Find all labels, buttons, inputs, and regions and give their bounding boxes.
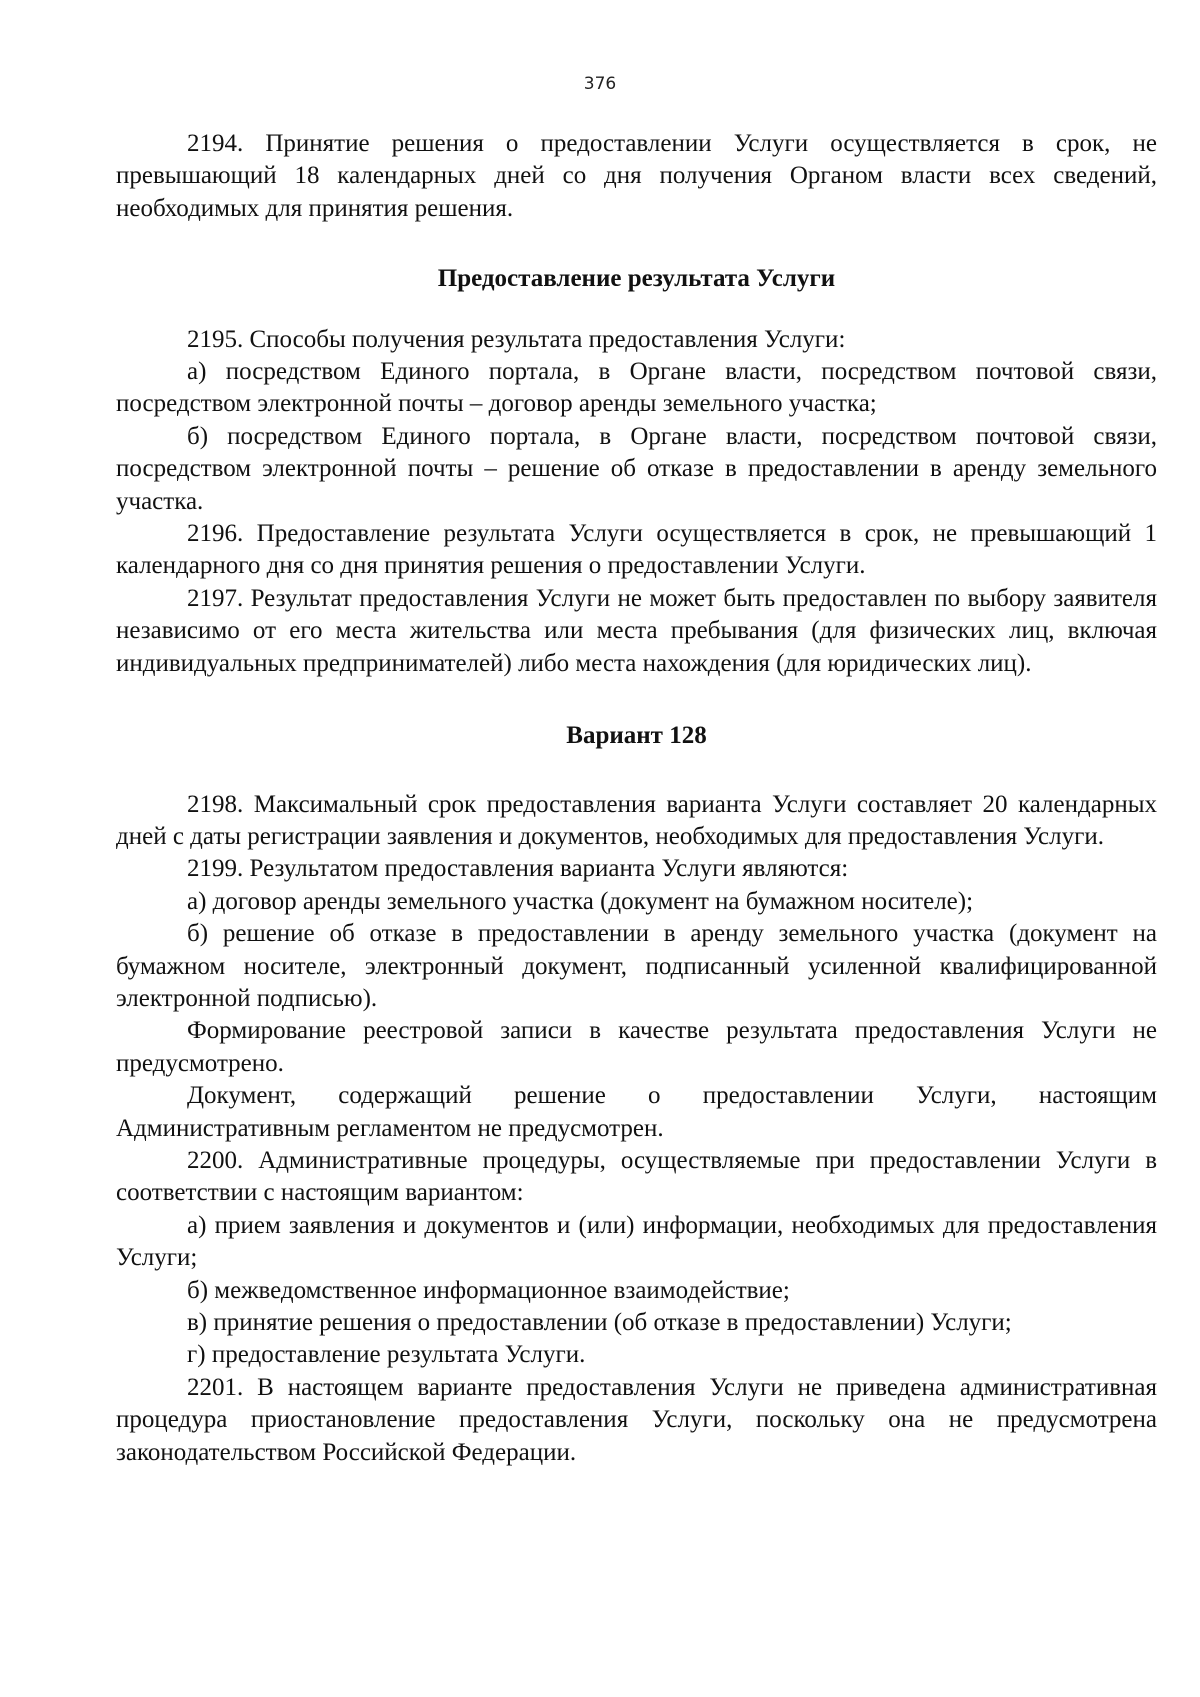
paragraph-2200: 2200. Административные процедуры, осуществляемые при предоставлении Услуги в соответствии с настоящим вариантом: — [116, 1146, 1157, 1207]
paragraph-2197: 2197. Результат предоставления Услуги не может быть предоставлен по выбору заявителя независимо от его места жительства или места пребывания (для физических лиц, включая индивидуальных предпринимателей) либо места нахождения (для юридических лиц). — [116, 584, 1157, 677]
section-heading-variant: Вариант 128 — [566, 722, 707, 750]
paragraph-2195: 2195. Способы получения результата предоставления Услуги: — [187, 325, 846, 353]
document-body — [116, 128, 1157, 1469]
paragraph-2199-b: б) решение об отказе в предоставлении в аренду земельного участка (документ на бумажном носителе, электронный документ, подписанный усиленной квалифицированной электронной подписью). — [116, 920, 1157, 1012]
page-number: 376 — [583, 74, 617, 94]
paragraph-2195-b: б) посредством Единого портала, в Органе власти, посредством почтовой связи, посредством электронной почты – решение об отказе в предоставлении в аренду земельного участка. — [116, 422, 1157, 515]
paragraph-2200-b: б) межведомственное информационное взаимодействие; — [187, 1276, 790, 1304]
section-heading-result: Предоставление результата Услуги — [437, 265, 836, 293]
paragraph-2198: 2198. Максимальный срок предоставления варианта Услуги составляет 20 календарных дней с даты регистрации заявления и документов, необходимых для предоставления Услуги. — [116, 790, 1157, 850]
paragraph-2200-d: г) предоставление результата Услуги. — [187, 1341, 586, 1369]
paragraph-registry: Формирование реестровой записи в качестве результата предоставления Услуги не предусмотрено. — [116, 1017, 1157, 1077]
paragraph-2199: 2199. Результатом предоставления варианта Услуги являются: — [187, 855, 849, 883]
paragraph-2196: 2196. Предоставление результата Услуги осуществляется в срок, не превышающий 1 календарного дня со дня принятия решения о предоставлении Услуги. — [116, 520, 1157, 580]
paragraph-2194: 2194. Принятие решения о предоставлении Услуги осуществляется в срок, не превышающий 18 календарных дней со дня получения Органом власти всех сведений, необходимых для принятия решения. — [116, 130, 1157, 222]
paragraph-2200-c: в) принятие решения о предоставлении (об отказе в предоставлении) Услуги; — [187, 1309, 1012, 1336]
paragraph-2199-a: а) договор аренды земельного участка (документ на бумажном носителе); — [187, 887, 974, 915]
paragraph-2200-a: а) прием заявления и документов и (или) информации, необходимых для предоставления Услуги; — [116, 1211, 1157, 1272]
paragraph-document: Документ, содержащий решение о предоставлении Услуги, настоящим Административным регламентом не предусмотрен. — [116, 1082, 1157, 1142]
paragraph-2201: 2201. В настоящем варианте предоставления Услуги не приведена административная процедура приостановление предоставления Услуги, поскольку она не предусмотрена законодательством Российской Федерации. — [116, 1373, 1157, 1466]
paragraph-2195-a: а) посредством Единого портала, в Органе власти, посредством почтовой связи, посредством электронной почты – договор аренды земельного участка; — [116, 358, 1157, 418]
